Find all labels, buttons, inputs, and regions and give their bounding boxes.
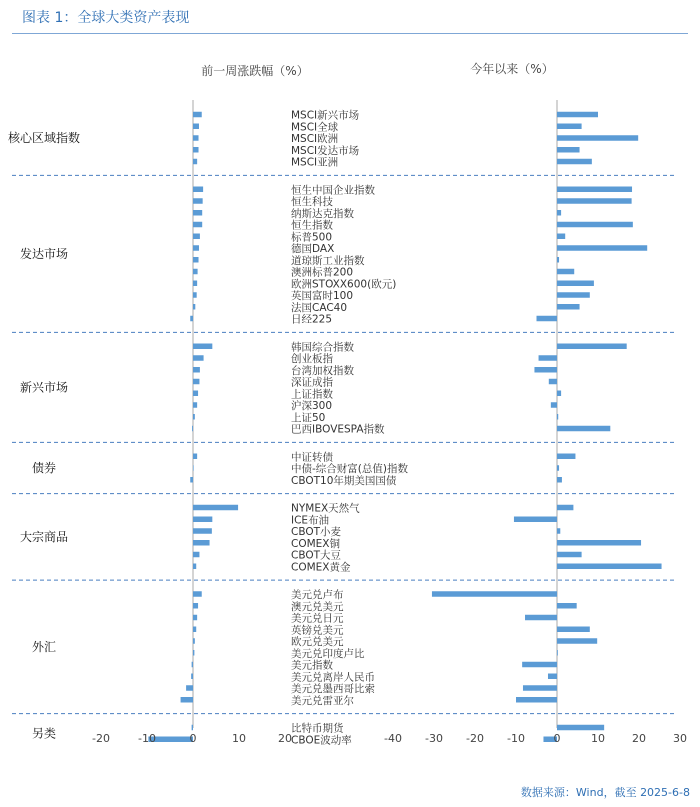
week-bar — [193, 147, 199, 153]
ytd-bar — [549, 379, 557, 385]
asset-label: 创业板指 — [291, 353, 333, 365]
asset-label: MSCI新兴市场 — [291, 109, 360, 122]
ytd-bar — [537, 316, 558, 322]
asset-label: 比特币期货 — [291, 722, 344, 735]
ytd-bar — [557, 257, 559, 263]
asset-label: 恒生科技 — [291, 196, 333, 208]
week-bar — [193, 124, 199, 130]
week-bar — [193, 198, 203, 204]
week-bar — [193, 603, 198, 609]
asset-label: 美元兑墨西哥比索 — [291, 683, 375, 695]
asset-label: 标普500 — [291, 231, 333, 244]
ytd-bar — [557, 454, 575, 460]
left-axis-tick: 10 — [232, 732, 246, 745]
ytd-bar — [557, 552, 582, 558]
asset-label: 欧洲STOXX600(欧元) — [291, 278, 397, 291]
asset-label: COMEX铜 — [291, 537, 340, 550]
ytd-bar — [557, 159, 592, 165]
ytd-bar — [525, 615, 557, 621]
asset-label: 美元兑卢布 — [291, 589, 344, 601]
left-axis-tick: 20 — [278, 732, 292, 745]
chart-body — [8, 100, 687, 746]
asset-label: 台湾加权指数 — [291, 364, 354, 377]
ytd-bar — [516, 697, 557, 703]
week-bar — [193, 135, 199, 141]
ytd-bar — [557, 198, 632, 204]
week-bar — [193, 454, 197, 460]
week-bar — [193, 591, 202, 597]
week-bar — [193, 615, 197, 621]
week-bar — [190, 477, 193, 483]
left-axis-tick: -20 — [92, 732, 110, 745]
ytd-bar — [557, 112, 598, 118]
asset-label: 中债-综合财富(总值)指数 — [291, 463, 408, 475]
asset-label: 美元兑雷亚尔 — [291, 694, 354, 707]
asset-label: 沪深300 — [291, 400, 333, 412]
ytd-bar — [557, 627, 590, 633]
week-bar — [193, 355, 204, 361]
left-panel-title: 前一周涨跌幅（%） — [201, 64, 309, 78]
asset-label: 恒生指数 — [291, 219, 333, 232]
asset-label: 上证50 — [291, 411, 326, 424]
asset-label: 中证转债 — [291, 451, 333, 464]
asset-label: 美元指数 — [291, 659, 333, 672]
week-bar — [193, 564, 196, 570]
ytd-bar — [557, 603, 577, 609]
ytd-bar — [522, 662, 557, 668]
asset-label: CBOE波动率 — [291, 734, 352, 747]
week-bar — [193, 465, 194, 471]
source-note: 数据来源：Wind，截至 2025-6-8 — [520, 786, 690, 799]
ytd-bar — [557, 222, 633, 228]
group-label: 发达市场 — [19, 246, 69, 261]
ytd-bar — [557, 135, 638, 141]
ytd-bar — [432, 591, 557, 597]
asset-label: 欧元兑美元 — [291, 636, 344, 648]
asset-label: 法国CAC40 — [291, 301, 348, 314]
right-axis-tick: -40 — [384, 732, 402, 745]
asset-label: 澳洲标普200 — [291, 266, 354, 279]
asset-label: 纳斯达克指数 — [291, 207, 354, 220]
asset-label: 美元兑离岸人民币 — [291, 671, 375, 684]
asset-label: MSCI亚洲 — [291, 156, 339, 169]
ytd-bar — [523, 685, 557, 691]
week-bar — [186, 685, 193, 691]
week-bar — [193, 234, 200, 240]
week-bar — [193, 391, 198, 397]
ytd-bar — [557, 477, 562, 483]
week-bar — [193, 379, 199, 385]
ytd-bar — [557, 505, 573, 511]
ytd-bar — [557, 269, 574, 275]
ytd-bar — [557, 528, 560, 534]
asset-label: CBOT10年期美国国债 — [291, 474, 397, 487]
asset-label: 恒生中国企业指数 — [291, 184, 375, 197]
week-bar — [193, 269, 198, 275]
right-axis-tick: 10 — [591, 732, 605, 745]
asset-label: MSCI欧洲 — [291, 133, 339, 145]
week-bar — [193, 222, 202, 228]
asset-label: 上证指数 — [291, 388, 333, 401]
left-axis-tick: 0 — [189, 732, 197, 745]
asset-label: 日经225 — [291, 313, 333, 326]
asset-label: 美元兑日元 — [291, 612, 344, 625]
ytd-bar — [557, 245, 647, 251]
right-axis-tick: -30 — [425, 732, 443, 745]
week-bar — [193, 257, 199, 263]
week-bar — [193, 245, 199, 251]
week-bar — [193, 112, 202, 118]
group-label: 大宗商品 — [19, 529, 69, 544]
asset-label: CBOT小麦 — [291, 526, 342, 538]
week-bar — [190, 316, 193, 322]
ytd-bar — [557, 292, 590, 298]
asset-label: COMEX黄金 — [291, 561, 351, 574]
right-axis-tick: -20 — [466, 732, 484, 745]
ytd-bar — [557, 344, 627, 350]
group-label: 外汇 — [31, 639, 57, 654]
asset-label: 英镑兑美元 — [291, 624, 344, 637]
week-bar — [193, 528, 212, 534]
left-axis-tick: -10 — [138, 732, 156, 745]
group-label: 核心区域指数 — [7, 131, 81, 145]
week-bar — [193, 292, 197, 298]
week-bar — [193, 650, 194, 656]
asset-label: NYMEX天然气 — [291, 502, 360, 515]
week-bar — [193, 367, 200, 373]
ytd-bar — [557, 187, 632, 193]
ytd-bar — [557, 650, 558, 656]
week-bar — [191, 674, 193, 680]
week-bar — [181, 697, 193, 703]
week-bar — [193, 402, 197, 408]
ytd-bar — [534, 367, 557, 373]
week-bar — [193, 638, 195, 644]
ytd-bar — [548, 674, 557, 680]
asset-label: 德国DAX — [291, 243, 335, 255]
asset-label: 美元兑印度卢比 — [291, 647, 365, 660]
ytd-bar — [557, 426, 610, 432]
ytd-bar — [557, 465, 559, 471]
ytd-bar — [557, 564, 662, 570]
week-bar — [193, 517, 212, 523]
ytd-bar — [557, 638, 597, 644]
week-bar — [192, 725, 193, 731]
group-label: 另类 — [31, 726, 57, 741]
right-axis-tick: -10 — [507, 732, 525, 745]
ytd-bar — [557, 391, 561, 397]
ytd-bar — [539, 355, 557, 361]
week-bar — [193, 414, 195, 420]
ytd-bar — [557, 281, 594, 287]
right-panel-title: 今年以来（%） — [470, 62, 554, 76]
week-bar — [193, 627, 196, 633]
week-bar — [193, 540, 210, 546]
group-label: 新兴市场 — [19, 380, 69, 395]
asset-label: 韩国综合指数 — [291, 341, 354, 354]
asset-label: ICE布油 — [291, 514, 330, 527]
ytd-bar — [551, 402, 557, 408]
ytd-bar — [514, 517, 557, 523]
week-bar — [193, 159, 197, 165]
right-axis-tick: 0 — [553, 732, 561, 745]
asset-label: 巴西IBOVESPA指数 — [291, 423, 385, 436]
ytd-bar — [557, 414, 558, 420]
asset-label: 澳元兑美元 — [291, 600, 344, 613]
asset-label: 道琼斯工业指数 — [291, 254, 365, 267]
week-bar — [193, 552, 199, 558]
ytd-bar — [557, 234, 565, 240]
ytd-bar — [557, 210, 561, 216]
week-bar — [193, 210, 202, 216]
asset-label: MSCI发达市场 — [291, 144, 360, 157]
asset-label: CBOT大豆 — [291, 549, 342, 562]
group-label: 债券 — [31, 461, 57, 475]
ytd-bar — [557, 147, 580, 153]
week-bar — [192, 426, 193, 432]
week-bar — [192, 662, 193, 668]
ytd-bar — [557, 304, 580, 310]
right-axis-tick: 20 — [632, 732, 646, 745]
ytd-bar — [557, 540, 641, 546]
week-bar — [193, 344, 212, 350]
asset-label: 英国富时100 — [291, 290, 354, 302]
week-bar — [193, 505, 238, 511]
right-axis-tick: 30 — [673, 732, 687, 745]
asset-label: MSCI全球 — [291, 121, 339, 134]
week-bar — [193, 281, 197, 287]
page-title: 图表 1：全球大类资产表现 — [22, 10, 190, 26]
ytd-bar — [557, 725, 604, 731]
ytd-bar — [557, 124, 582, 130]
week-bar — [193, 187, 203, 193]
asset-label: 深证成指 — [291, 376, 333, 389]
week-bar — [193, 304, 195, 310]
